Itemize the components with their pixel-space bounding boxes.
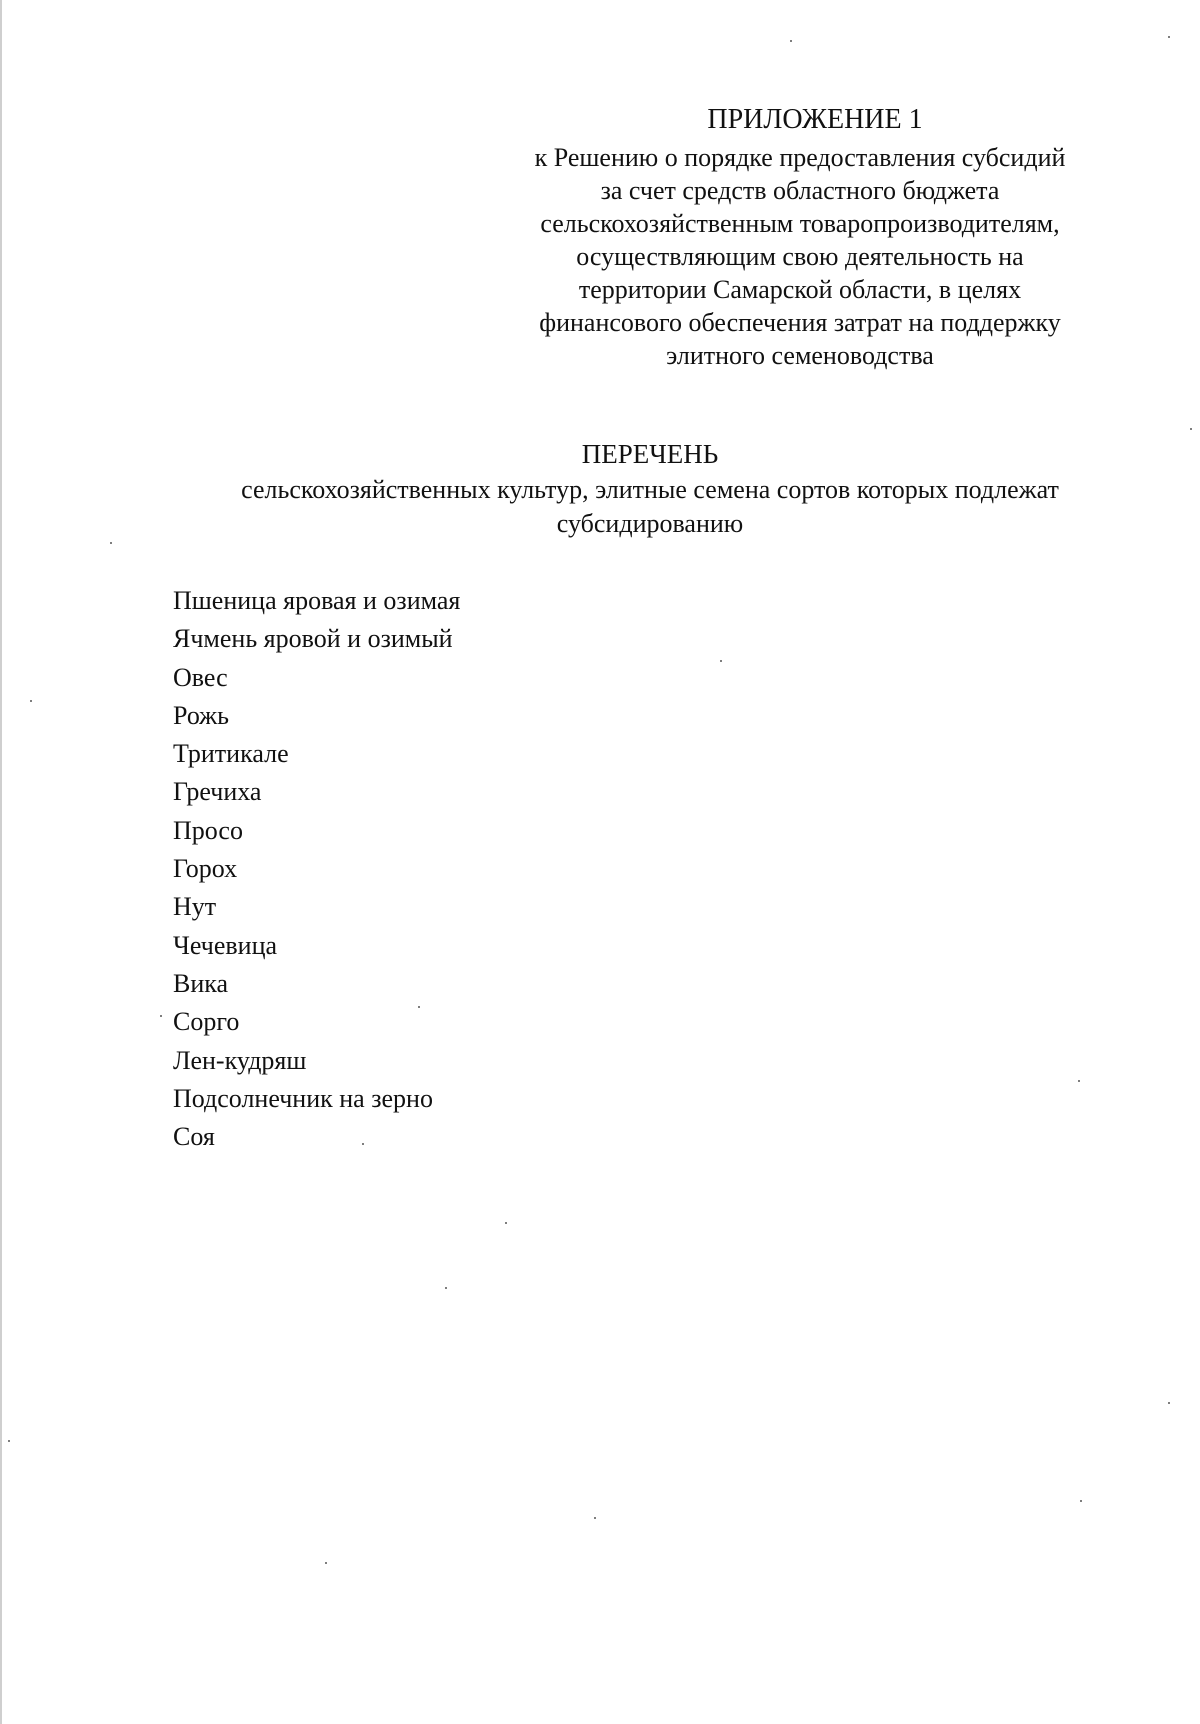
- scan-speck: [594, 1517, 596, 1519]
- scan-speck: [1080, 1500, 1082, 1502]
- list-subtitle: [180, 473, 1120, 541]
- crop-item: Сорго: [173, 1007, 240, 1037]
- scan-speck: [1078, 1080, 1080, 1082]
- crop-item: Соя: [173, 1122, 215, 1152]
- appendix-header: [500, 103, 1100, 372]
- crop-item: Подсолнечник на зерно: [173, 1083, 433, 1113]
- scan-speck: [790, 40, 792, 42]
- crop-item: Просо: [173, 815, 243, 845]
- appendix-line: за счет средств областного бюджета: [600, 176, 1000, 205]
- scan-speck: [1190, 428, 1192, 430]
- crop-item: Тритикале: [173, 739, 289, 769]
- list-subtitle-line: сельскохозяйственных культур, элитные семена сортов которых подлежат: [241, 475, 1059, 504]
- scan-speck: [110, 542, 112, 544]
- appendix-line: территории Самарской области, в целях: [578, 275, 1022, 304]
- scan-edge: [0, 0, 2, 1724]
- scan-speck: [30, 700, 32, 702]
- scan-speck: [445, 1287, 447, 1289]
- list-subtitle-line: субсидированию: [556, 509, 744, 538]
- crop-item: Пшеница яровая и озимая: [173, 586, 461, 615]
- list-header: [180, 437, 1120, 541]
- appendix-line: элитного семеноводства: [666, 341, 934, 370]
- scan-speck: [1168, 36, 1170, 38]
- crop-item: Гречиха: [173, 777, 262, 807]
- appendix-description: [500, 141, 1100, 372]
- scan-speck: [505, 1222, 507, 1224]
- appendix-title: ПРИЛОЖЕНИЕ 1: [707, 104, 923, 135]
- crop-item: Рожь: [173, 700, 229, 730]
- scan-speck: [160, 1015, 162, 1017]
- crop-item: Ячмень яровой и озимый: [173, 624, 453, 654]
- crop-item: Горох: [173, 854, 238, 884]
- appendix-line: сельскохозяйственным товаропроизводителям,: [540, 209, 1060, 238]
- scan-speck: [325, 1562, 327, 1564]
- appendix-line: к Решению о порядке предоставления субсидий: [534, 143, 1066, 172]
- crop-list: [173, 582, 460, 1156]
- crop-item: Лен-кудряш: [173, 1045, 307, 1075]
- list-title: ПЕРЕЧЕНЬ: [581, 439, 719, 469]
- crop-item: Вика: [173, 968, 229, 998]
- crop-item: Чечевица: [173, 930, 278, 960]
- scan-speck: [720, 660, 722, 662]
- crop-item: Овес: [173, 662, 228, 692]
- appendix-line: финансового обеспечения затрат на поддержку: [539, 308, 1061, 337]
- crop-item: Нут: [173, 892, 217, 922]
- appendix-line: осуществляющим свою деятельность на: [576, 242, 1024, 271]
- scan-speck: [1168, 1402, 1170, 1404]
- scan-speck: [8, 1440, 10, 1442]
